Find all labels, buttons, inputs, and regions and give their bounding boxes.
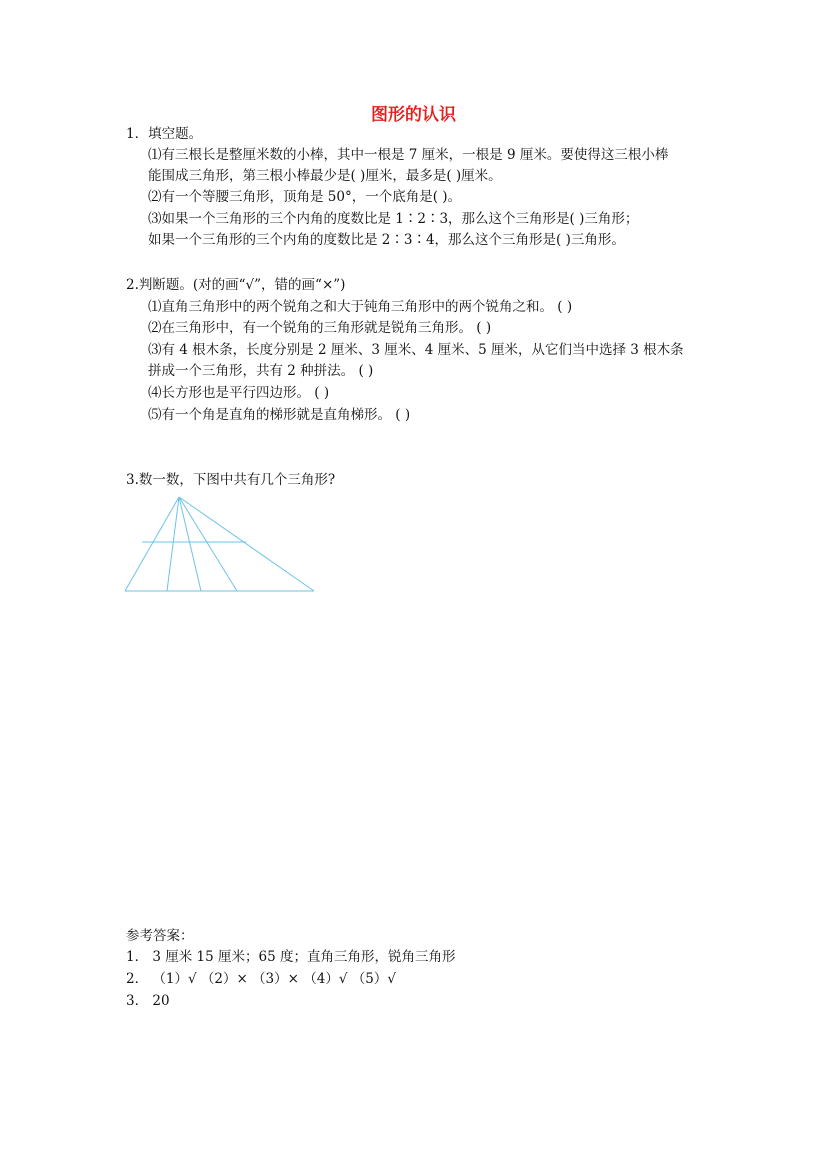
q2-heading: 2.判断题。(对的画“√”，错的画“×”) xyxy=(126,277,346,293)
figure-left-side xyxy=(125,497,179,591)
q3-heading: 3.数一数，下图中共有几个三角形? xyxy=(126,472,336,488)
q2-item-3: ⑶有 4 根木条，长度分别是 2 厘米、3 厘米、4 厘米、5 厘米，从它们当中选择 3 根木条 xyxy=(148,342,684,358)
q2-item-1: ⑴直角三角形中的两个锐角之和大于钝角三角形中的两个锐角之和。 ( ) xyxy=(148,299,573,315)
figure-ray-3 xyxy=(179,497,237,591)
answer-line-3: 3． 20 xyxy=(126,993,170,1009)
q1-item-3-cont: 如果一个三角形的三个内角的度数比是 2∶3∶4，那么这个三角形是( )三角形。 xyxy=(148,232,625,248)
q2-item-2: ⑵在三角形中，有一个锐角的三角形就是锐角三角形。 ( ) xyxy=(148,320,492,336)
figure-ray-2 xyxy=(179,497,201,591)
q1-item-1-cont: 能围成三角形，第三根小棒最少是( )厘米，最多是( )厘米。 xyxy=(148,168,502,184)
q2-item-5: ⑸有一个角是直角的梯形就是直角梯形。 ( ) xyxy=(148,407,411,423)
answers-heading: 参考答案： xyxy=(126,928,194,944)
q1-item-1: ⑴有三根长是整厘米数的小棒，其中一根是 7 厘米，一根是 9 厘米。要使得这三根小棒 xyxy=(148,147,669,163)
q1-item-2: ⑵有一个等腰三角形，顶角是 50°，一个底角是( )。 xyxy=(148,189,462,205)
figure-ray-1 xyxy=(167,497,179,591)
q2-item-4: ⑷长方形也是平行四边形。 ( ) xyxy=(148,385,330,401)
q1-heading: 1．填空题。 xyxy=(126,126,203,142)
q2-item-3-cont: 拼成一个三角形，共有 2 种拼法。 ( ) xyxy=(148,363,374,379)
answer-line-2: 2． （1）√ （2）× （3）× （4）√ （5）√ xyxy=(126,971,396,987)
q1-item-3: ⑶如果一个三角形的三个内角的度数比是 1∶2∶3，那么这个三角形是( )三角形； xyxy=(148,211,639,227)
page-title: 图形的认识 xyxy=(371,105,456,125)
figure-right-side xyxy=(179,497,314,591)
answer-line-1: 1． 3 厘米 15 厘米；65 度；直角三角形，锐角三角形 xyxy=(126,949,456,965)
triangle-figure xyxy=(120,494,320,594)
